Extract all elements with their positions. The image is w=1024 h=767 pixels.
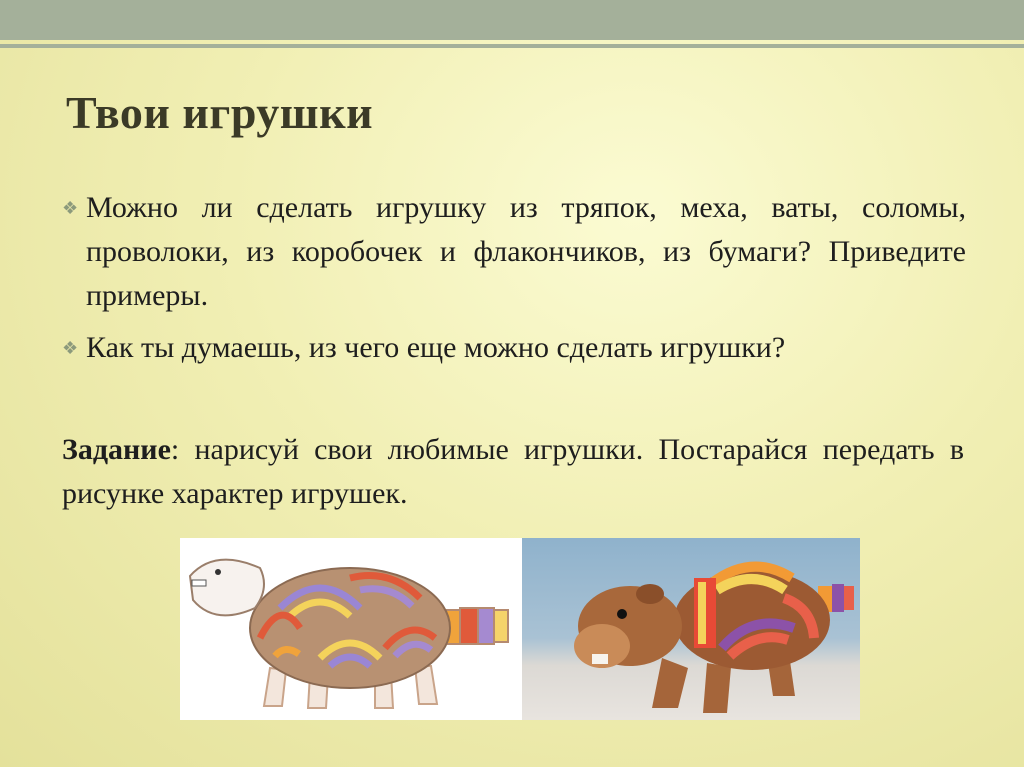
diamond-bullet-icon: ❖ (62, 198, 79, 218)
child-drawing-image (180, 538, 522, 720)
bullet-item (62, 326, 966, 370)
slide-title: Твои игрушки (66, 87, 374, 138)
top-divider-line (0, 44, 1024, 48)
plush-toy-photo (522, 538, 860, 720)
bullet-list (62, 186, 966, 378)
bullet-text: Можно ли сделать игрушку из тряпок, меха, ваты, соломы, проволоки, из коробочек и флакончиков, из бумаги? Приведите примеры. (86, 191, 966, 312)
toy-images (180, 538, 860, 720)
task-text: : нарисуй свои любимые игрушки. Постарайся передать в рисунке характер игрушек. (62, 433, 964, 510)
diamond-bullet-icon: ❖ (62, 338, 79, 358)
bullet-text: Как ты думаешь, из чего еще можно сделать игрушки? (86, 331, 786, 364)
task-label: Задание (62, 433, 171, 466)
top-bar (0, 0, 1024, 40)
task-paragraph (62, 428, 964, 516)
bullet-item (62, 186, 966, 318)
